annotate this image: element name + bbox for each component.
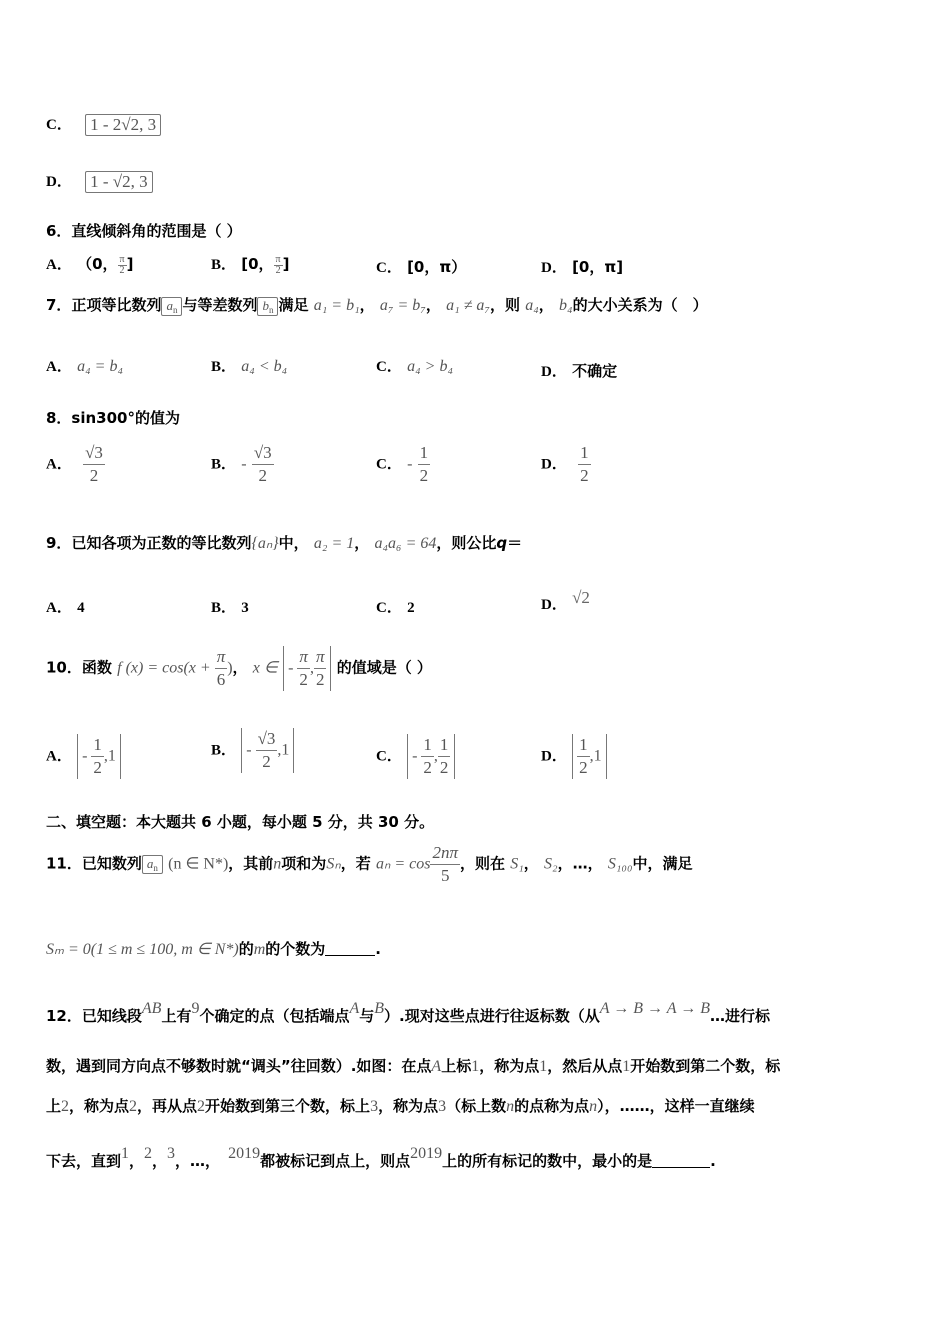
q8-b-fraction: $\frac{√3}{2}$ xyxy=(253,443,272,485)
q5-option-d xyxy=(46,170,153,193)
q7-stem xyxy=(46,294,708,316)
q10-pi-over-6: $\frac{\pi}{6}$ xyxy=(216,647,226,689)
q12-b: B xyxy=(374,1000,385,1017)
q7-cond2: a₇ = b₇ xyxy=(379,297,426,314)
sequence-an: $a_n$ xyxy=(142,855,163,874)
q7-text: 满足 xyxy=(278,296,309,314)
q12-period: . xyxy=(710,1152,716,1170)
q12-ab: AB xyxy=(141,1000,162,1017)
q12-num: 2019 xyxy=(410,1145,443,1162)
q11-stem xyxy=(46,842,693,887)
q11-n: n xyxy=(273,855,282,873)
q11-m: m xyxy=(253,941,266,958)
q12-seq: A → B → A → B xyxy=(599,1000,710,1017)
q8-c-fraction: $\frac{1}{2}$ xyxy=(419,443,429,485)
separator: ， xyxy=(359,296,375,314)
separator: ，…， xyxy=(175,1152,221,1170)
q12-text: ，称为点 xyxy=(479,1057,540,1075)
q12-num: 1 xyxy=(471,1058,480,1075)
minus-sign: - xyxy=(407,455,413,473)
q6-a-text: （0， xyxy=(77,255,118,273)
sequence-bn: $b_n$ xyxy=(257,297,278,316)
q8-a-fraction: $\frac{√3}{2}$ xyxy=(85,443,103,485)
pi-over-2-fraction: $\frac{\pi}{2}$ xyxy=(275,253,281,276)
question-number: 12． xyxy=(46,1007,82,1025)
q12-text: …进行标 xyxy=(709,1007,770,1025)
q11-text: 已知数列 xyxy=(81,854,142,873)
q10-stem xyxy=(46,646,432,691)
q6-option-b xyxy=(211,253,289,276)
q7-text: 正项等比数列 xyxy=(71,296,162,314)
q5-d-interval: 1 - √2, 3 xyxy=(85,171,153,193)
q10-function: f (x) = cos(x + xyxy=(117,659,215,677)
q12-text: ，再从点 xyxy=(137,1097,198,1115)
option-label: B． xyxy=(211,257,237,273)
answer-blank[interactable] xyxy=(325,955,375,956)
q12-line4 xyxy=(46,1145,716,1171)
q12-n: n xyxy=(506,1098,515,1115)
q8-option-a xyxy=(46,442,105,487)
q10-a-interval: - $\frac{1}{2}$ ,1 xyxy=(77,734,121,779)
q9-text: 已知各项为正数的等比数列 xyxy=(71,534,252,552)
q11-text: 的 xyxy=(238,940,254,958)
q9-cond2: a₄a₆ = 64 xyxy=(374,535,437,552)
q8-option-d xyxy=(541,442,591,487)
q7-option-b xyxy=(211,355,287,376)
q8-stem xyxy=(46,407,180,428)
q10-d-interval: $\frac{1}{2}$ ,1 xyxy=(572,734,607,779)
q12-text: ），……，这样一直继续 xyxy=(597,1097,755,1115)
q11-s100: S₁₀₀ xyxy=(607,855,633,873)
q12-line1 xyxy=(46,1000,770,1026)
q11-domain: (n ∈ N*) xyxy=(168,855,229,873)
q10-x-in: x ∈ xyxy=(252,659,278,677)
q7-a-expr: a₄ = b₄ xyxy=(77,358,123,375)
q7-b4: b₄ xyxy=(559,297,573,314)
q12-text: 下去，直到 xyxy=(46,1152,122,1170)
option-label: C． xyxy=(376,359,402,375)
option-label: C． xyxy=(376,748,402,765)
q12-text: 上 xyxy=(46,1097,62,1115)
q12-text: ，然后从点 xyxy=(547,1057,623,1075)
separator: ， xyxy=(354,534,370,552)
q6-d-text: [0，π] xyxy=(572,258,624,276)
separator: ， xyxy=(538,296,554,314)
separator: ， xyxy=(129,1152,145,1170)
q12-line2 xyxy=(46,1055,780,1076)
option-label: D． xyxy=(541,456,567,473)
option-label: C． xyxy=(46,117,72,133)
q11-condition: Sₘ = 0(1 ≤ m ≤ 100, m ∈ N*) xyxy=(46,941,239,958)
pi-over-2-fraction: $\frac{\pi}{2}$ xyxy=(119,253,125,276)
q6-stem-text: 6．直线倾斜角的范围是（ ） xyxy=(46,222,242,240)
q9-stem xyxy=(46,532,522,553)
option-label: A． xyxy=(46,748,72,765)
q10-option-c xyxy=(376,734,455,779)
sequence-an: $a_n$ xyxy=(161,297,182,316)
question-number: 7． xyxy=(46,296,72,314)
option-label: C． xyxy=(376,600,402,616)
q9-text: ，则公比 xyxy=(436,534,497,552)
question-number: 11． xyxy=(46,854,82,873)
q12-a: A xyxy=(349,1000,360,1017)
q9-option-a xyxy=(46,596,85,617)
q6-stem xyxy=(46,220,242,241)
q12-num: 2 xyxy=(61,1098,70,1115)
q9-a-text: 4 xyxy=(77,600,85,616)
option-label: D． xyxy=(46,174,72,190)
q12-text: 数，遇到同方向点不够数时就“调头”往回数）.如图：在点 xyxy=(46,1057,432,1075)
q10-c-interval: - $\frac{1}{2}$ , $\frac{1}{2}$ xyxy=(407,734,455,779)
q12-num: 1 xyxy=(622,1058,631,1075)
q11-period: . xyxy=(375,940,381,958)
q12-text: 上的所有标记的数中，最小的是 xyxy=(442,1152,653,1170)
q10-option-b xyxy=(211,728,294,773)
q9-c-text: 2 xyxy=(407,600,415,616)
q6-option-d xyxy=(541,256,623,277)
q12-num: 2 xyxy=(197,1098,206,1115)
minus-sign: - xyxy=(241,455,247,473)
q7-text: 与等差数列 xyxy=(182,296,258,314)
q6-b-text: [0， xyxy=(241,255,274,273)
q12-line3 xyxy=(46,1095,755,1116)
q12-num: 3 xyxy=(167,1145,176,1162)
q11-text: 中，满足 xyxy=(632,854,693,873)
q11-text: 项和为 xyxy=(281,854,327,873)
q7-b-expr: a₄ < b₄ xyxy=(241,358,288,375)
q12-num: 1 xyxy=(121,1145,130,1162)
q9-d-expr: √2 xyxy=(572,588,590,607)
q6-b-close: ] xyxy=(282,255,290,273)
q12-text: 开始数到第三个数，标上 xyxy=(205,1097,371,1115)
q12-num: 3 xyxy=(370,1098,379,1115)
option-label: A． xyxy=(46,257,72,273)
separator: ，…， xyxy=(557,854,603,873)
q7-c-expr: a₄ > b₄ xyxy=(407,358,453,375)
q6-option-c xyxy=(376,256,466,277)
q7-option-c xyxy=(376,355,453,376)
separator: ， xyxy=(523,854,539,873)
separator: ， xyxy=(425,296,441,314)
q12-text: 个确定的点（包括端点 xyxy=(199,1007,350,1025)
q11-s1: S₁ xyxy=(510,855,524,873)
q11-line2 xyxy=(46,938,381,959)
q10-option-a xyxy=(46,734,121,779)
q10-interval: - $\frac{\pi}{2}$ , $\frac{\pi}{2}$ xyxy=(283,646,331,691)
separator: ， xyxy=(232,658,248,677)
q11-s2: S₂ xyxy=(544,855,558,873)
q12-nine: 9 xyxy=(191,1000,200,1017)
q12-text: 上标 xyxy=(441,1057,472,1075)
q7-option-d xyxy=(541,360,617,381)
separator: ， xyxy=(152,1152,168,1170)
option-label: C． xyxy=(376,260,402,276)
q12-num: 2 xyxy=(129,1098,138,1115)
q7-text: ，则 xyxy=(489,296,520,314)
q9-cond1: a₂ = 1 xyxy=(313,535,355,552)
q8-option-b xyxy=(211,442,274,487)
q12-n: n xyxy=(589,1098,598,1115)
section-title-text: 二、填空题：本大题共 6 小题，每小题 5 分，共 30 分。 xyxy=(46,813,435,831)
q9-option-b xyxy=(211,596,249,617)
q11-text: ，若 xyxy=(340,854,371,873)
option-label: D． xyxy=(541,364,567,380)
q10-b-interval: - $\frac{√3}{2}$ ,1 xyxy=(241,728,294,773)
q7-a4: a₄ xyxy=(525,297,539,314)
option-label: B． xyxy=(211,359,237,375)
option-label: A． xyxy=(46,456,72,473)
q5-option-c xyxy=(46,113,161,136)
q10-text: 函数 xyxy=(81,658,112,677)
q9-b-text: 3 xyxy=(241,600,249,616)
q7-cond3: a₁ ≠ a₇ xyxy=(446,297,490,314)
q9-sequence: {aₙ} xyxy=(251,535,279,552)
q8-stem-text: 8．sin300°的值为 xyxy=(46,409,180,427)
q12-num: 3 xyxy=(438,1098,447,1115)
question-number: 9． xyxy=(46,534,72,552)
q12-a: A xyxy=(431,1058,442,1075)
q9-option-d xyxy=(541,588,590,614)
q12-text: 已知线段 xyxy=(81,1007,142,1025)
q12-text: 都被标记到点上，则点 xyxy=(260,1152,411,1170)
question-number: 10． xyxy=(46,658,82,677)
option-label: B． xyxy=(211,600,237,616)
section-title xyxy=(46,811,434,832)
q9-option-c xyxy=(376,596,415,617)
q6-option-a xyxy=(46,253,133,276)
option-label: D． xyxy=(541,597,567,613)
option-label: A． xyxy=(46,600,72,616)
option-label: B． xyxy=(211,456,237,473)
q12-text: 上有 xyxy=(161,1007,192,1025)
q6-c-text: [0，π） xyxy=(407,258,467,276)
q8-d-fraction: $\frac{1}{2}$ xyxy=(580,443,589,485)
q12-text: 开始数到第二个数，标 xyxy=(630,1057,781,1075)
q6-a-close: ] xyxy=(126,255,134,273)
q10-text: 的值域是（ ） xyxy=(336,658,432,677)
q12-text: ，称为点 xyxy=(378,1097,439,1115)
option-label: B． xyxy=(211,742,237,759)
q11-sn: Sₙ xyxy=(326,855,341,873)
q7-d-text: 不确定 xyxy=(572,362,618,380)
option-label: A． xyxy=(46,359,72,375)
q11-text: ，其前 xyxy=(228,854,274,873)
answer-blank[interactable] xyxy=(652,1167,710,1168)
q11-text: ，则在 xyxy=(459,854,505,873)
q10-option-d xyxy=(541,734,607,779)
q10-close-paren: ) xyxy=(227,659,233,677)
q11-text: 的个数为 xyxy=(265,940,326,958)
q9-text: 中， xyxy=(278,534,309,552)
q9-q: q xyxy=(496,534,508,552)
q7-text: 的大小关系为（ ） xyxy=(572,296,708,314)
q11-formula: aₙ = cos xyxy=(375,855,431,873)
q12-text: （标上数 xyxy=(446,1097,507,1115)
q7-option-a xyxy=(46,355,123,376)
q12-num: 2019 xyxy=(228,1145,261,1162)
q8-option-c xyxy=(376,442,430,487)
q12-num: 1 xyxy=(539,1058,548,1075)
q9-eq: ＝ xyxy=(507,534,523,552)
q12-text: 与 xyxy=(359,1007,375,1025)
q12-text: 的点称为点 xyxy=(514,1097,590,1115)
option-label: C． xyxy=(376,456,402,473)
q12-text: ，称为点 xyxy=(69,1097,130,1115)
q7-cond1: a₁ = b₁ xyxy=(313,297,360,314)
q5-c-interval: 1 - 2√2, 3 xyxy=(85,114,161,136)
option-label: D． xyxy=(541,748,567,765)
q11-formula-fraction: $\frac{2n\pi}{5}$ xyxy=(432,843,458,885)
option-label: D． xyxy=(541,260,567,276)
q12-text: ）.现对这些点进行往返标数（从 xyxy=(384,1007,600,1025)
q12-num: 2 xyxy=(144,1145,153,1162)
